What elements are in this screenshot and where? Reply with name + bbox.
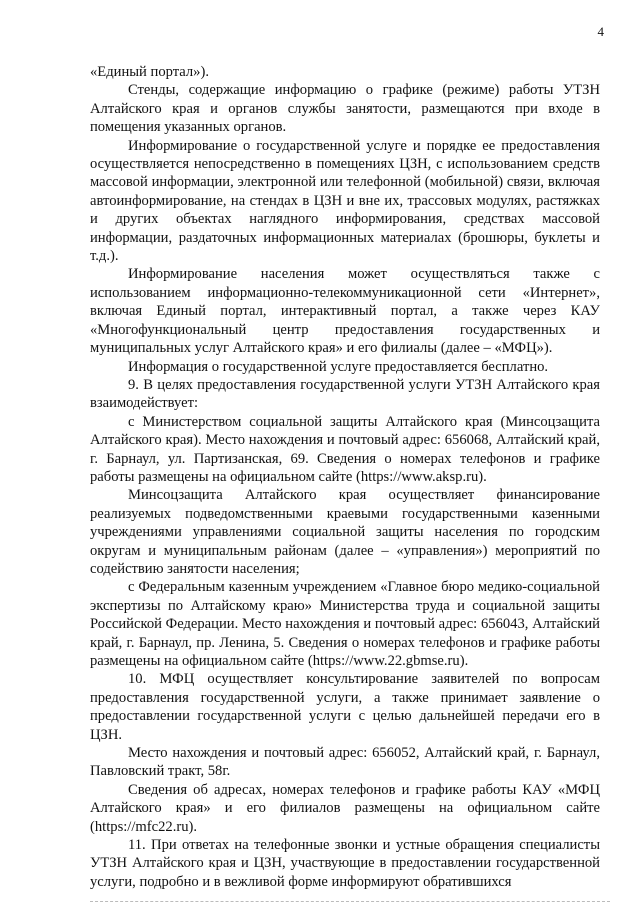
paragraph: Информация о государственной услуге предоставляется бесплатно. xyxy=(128,358,549,375)
paragraph: с Федеральным казенным учреждением «Главное бюро медико-социальной экспертизы по Алтайскому краю» Министерства труда и социальной защиты Российской Федерации. Место нахождения и почтовый адрес: 656043, Алтайский край, г. Барнаул, пр. Ленина, 5. Сведения о номерах телефонов и графике работы размещены на официальном сайте (https://www.22.gbmse.ru). xyxy=(90,579,600,669)
paragraph: 11. При ответах на телефонные звонки и устные обращения специалисты УТЗН Алтайского края и ЦЗН, участвующие в предоставлении государственной услуги, подробно и в вежливой форме информируют обратившихся xyxy=(90,837,600,890)
page-number: 4 xyxy=(597,24,604,39)
paragraph: Сведения об адресах, номерах телефонов и графике работы КАУ «МФЦ Алтайского края» и его филиалов размещены на официальном сайте (https://mfc22.ru). xyxy=(90,781,600,835)
document-body xyxy=(90,63,600,891)
paragraph: с Министерством социальной защиты Алтайского края (Минсоцзащита Алтайского края). Место нахождения и почтовый адрес: 656068, Алтайский край, г. Барнаул, ул. Партизанская, 69. Сведения о номерах телефонов и графике работы размещены на официальном сайте (https://www.aksp.ru). xyxy=(90,413,600,485)
paragraph: Минсоцзащита Алтайского края осуществляет финансирование реализуемых подведомственными краевыми государственными казенными учреждениями управлениями социальной защиты населения по городским округам и муниципальным районам (далее – «управления») мероприятий по содействию занятости населения; xyxy=(90,487,600,577)
paragraph: 10. МФЦ осуществляет консультирование заявителей по вопросам предоставления государственной услуги, а также принимает заявление о предоставлении государственной услуги с целью дальнейшей передачи его в ЦЗН. xyxy=(90,671,600,743)
paragraph: «Единый портал»). xyxy=(90,64,209,80)
paragraph: Стенды, содержащие информацию о графике (режиме) работы УТЗН Алтайского края и органов службы занятости, размещаются при входе в помещения указанных органов. xyxy=(90,82,600,136)
scan-edge-divider xyxy=(90,901,610,902)
paragraph: 9. В целях предоставления государственной услуги УТЗН Алтайского края взаимодействует: xyxy=(90,376,600,412)
paragraph: Информирование о государственной услуге и порядке ее предоставления осуществляется непосредственно в помещениях ЦЗН, с использованием средств массовой информации, электронной или телефонной (мобильной) связи, включая автоинформирование, на стендах в ЦЗН и вне их, трассовых модулях, растяжках и других объектах наглядного информирования, средствах массовой информации, раздаточных информационных материалах (брошюры, буклеты и т.д.). xyxy=(90,137,600,265)
paragraph: Место нахождения и почтовый адрес: 656052, Алтайский край, г. Барнаул, Павловский тракт, 58г. xyxy=(90,745,600,780)
paragraph: Информирование населения может осуществляться также с использованием информационно-телекоммуникационной сети «Интернет», включая Единый портал, интерактивный портал, а также через КАУ «Многофункциональный центр предоставления государственных и муниципальных услуг Алтайского края» и его филиалы (далее – «МФЦ»). xyxy=(90,266,600,357)
